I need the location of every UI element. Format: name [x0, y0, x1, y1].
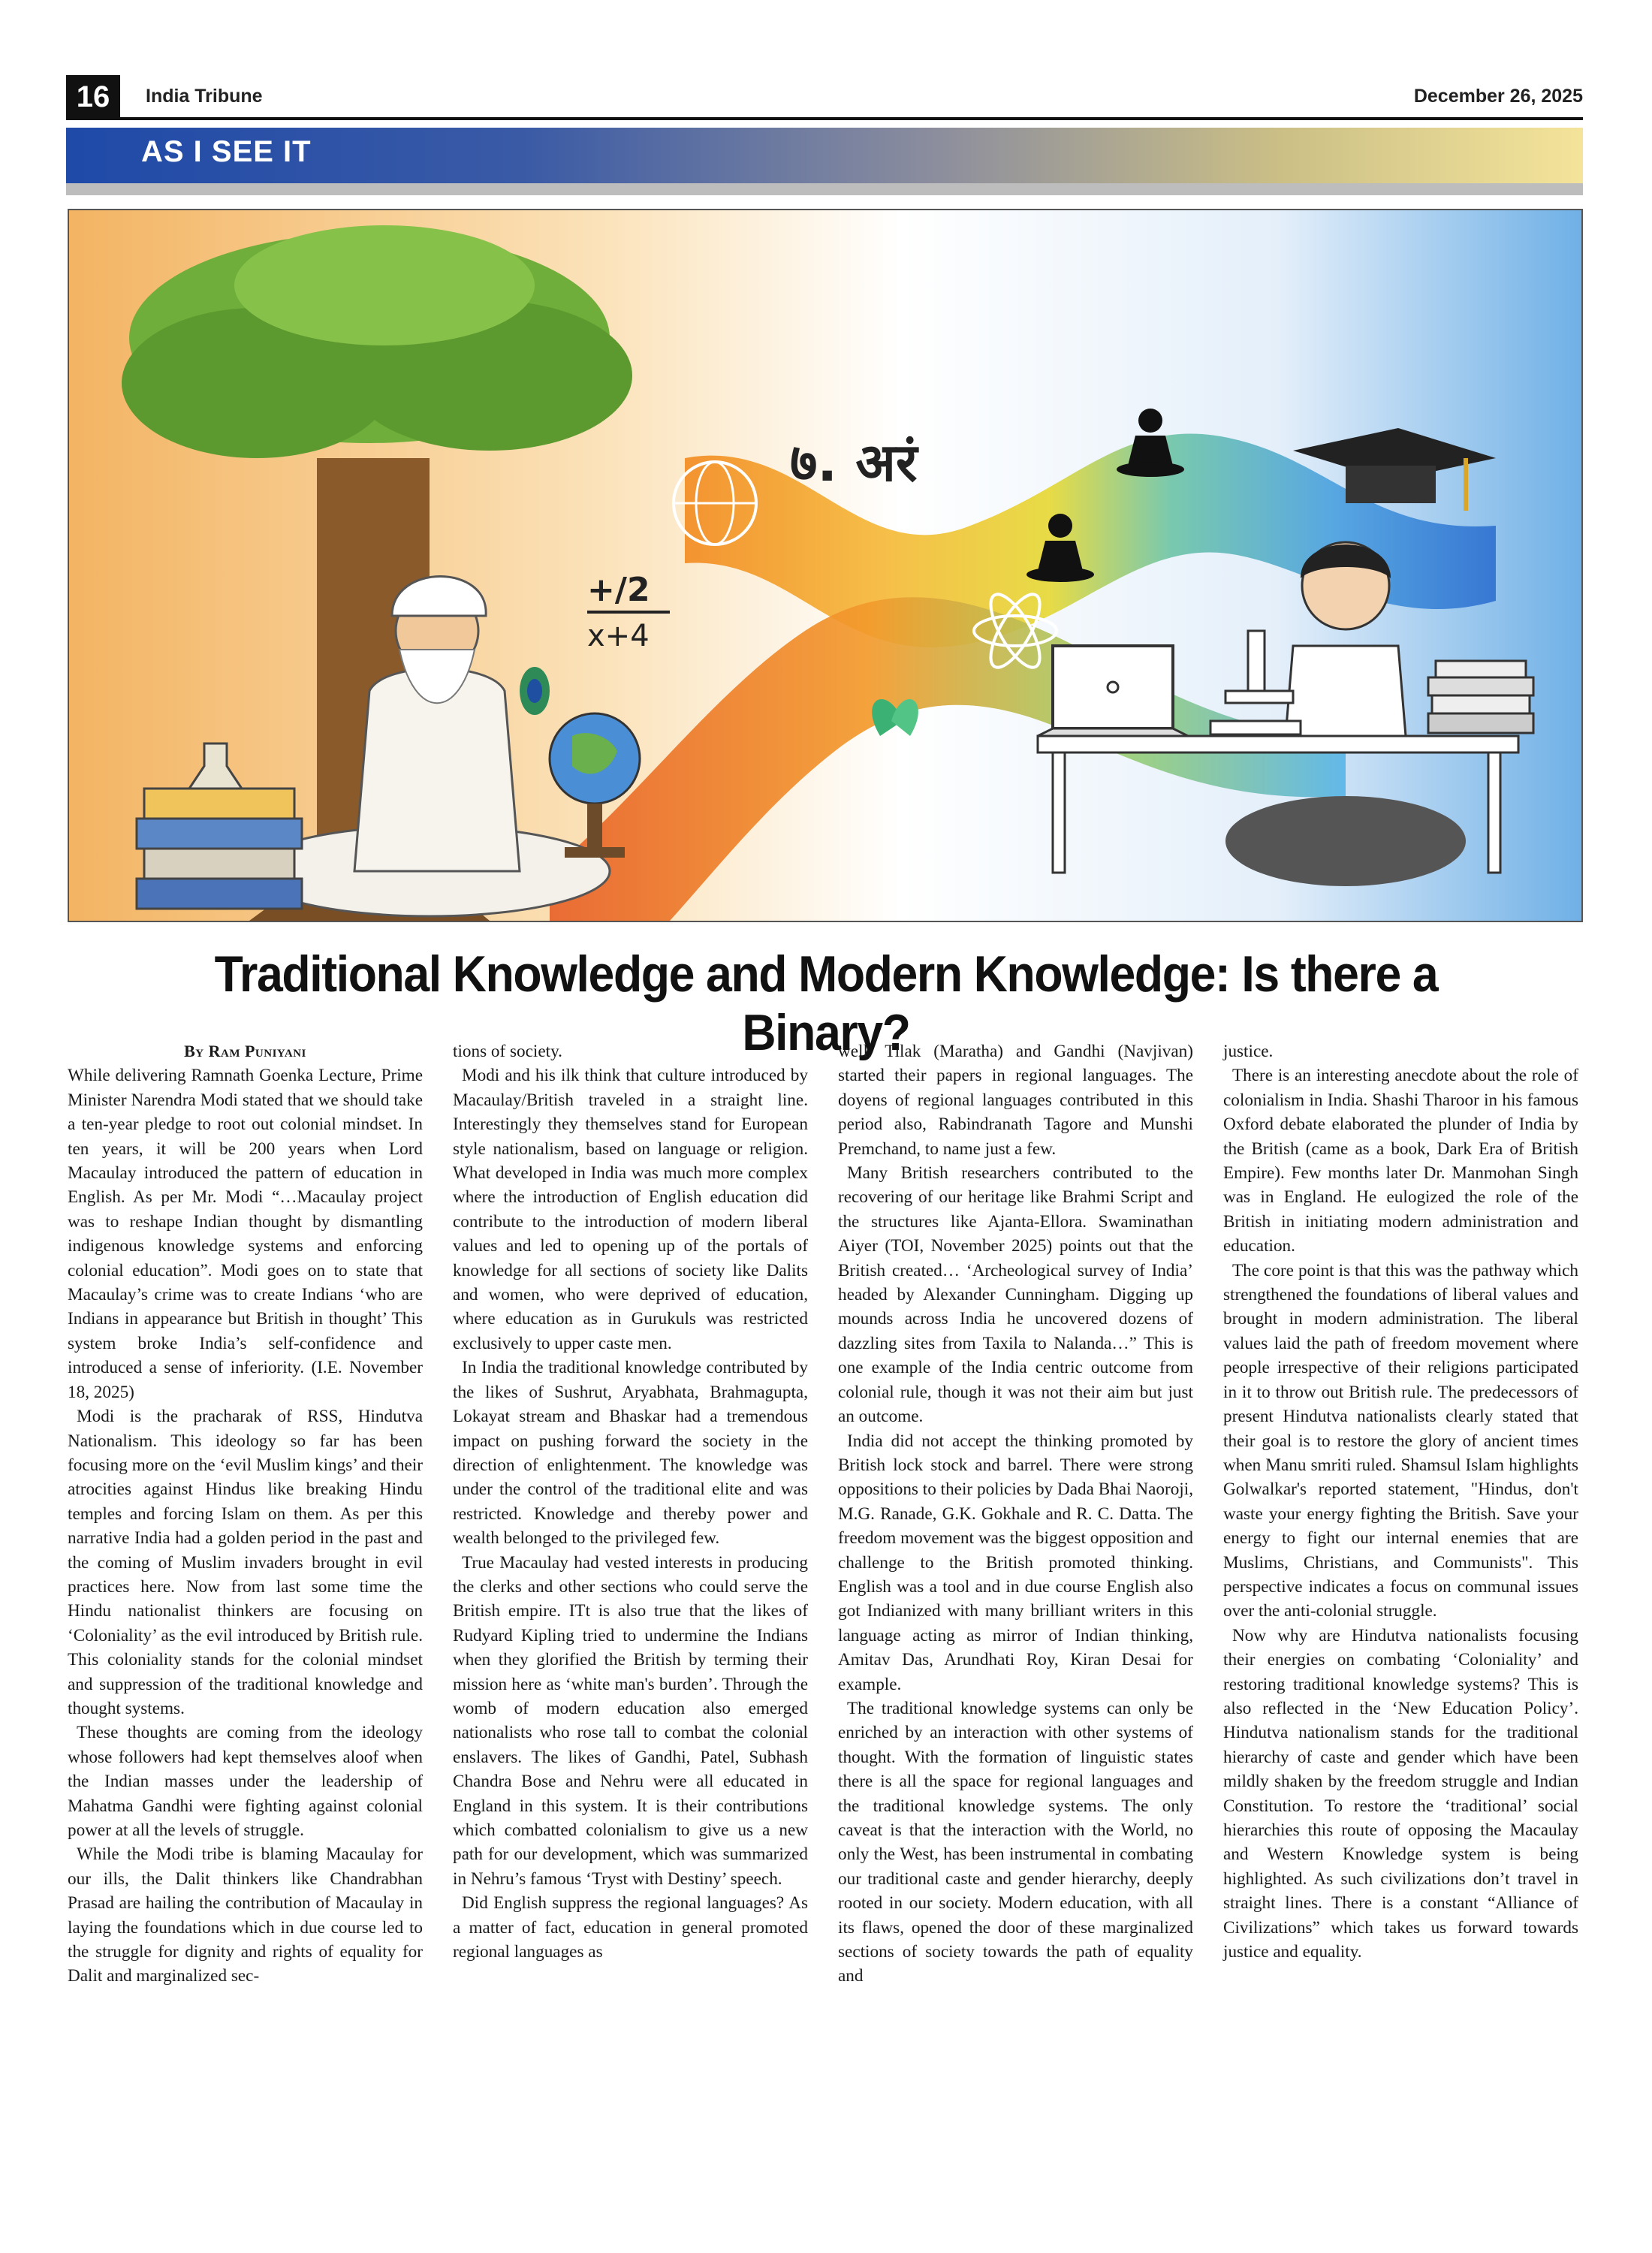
section-label: AS I SEE IT — [141, 135, 312, 168]
byline — [68, 1039, 423, 1063]
paragraph: Did English suppress the regional languages? As a matter of fact, education in general promoted regional languages as — [453, 1893, 808, 1962]
article-column-1 — [68, 1039, 423, 2233]
paragraph: There is an interesting anecdote about the role of colonialism in India. Shashi Tharoor in his famous Oxford debate elaborated the plunder of India by the British (came as a book, Dark Era of British Empire). Few months later Dr. Manmohan Singh was in England. He eulogized the role of the British in initiating modern administration and education. — [1223, 1066, 1578, 1256]
article-column-4 — [1223, 1039, 1578, 2233]
paragraph: India did not accept the thinking promoted by British lock stock and barrel. There were strong oppositions to their policies by Dada Bhai Naoroji, M.G. Ranade, G.K. Gokhale and R. C. Datta. The freedom movement was the biggest opposition and challenge to the British promoted thinking. English was a tool and in due course English also got Indianized with many brilliant writers in this language acting as mirror of Indian thinking, Amitav Das, Arundhati Roy, Kiran Desai for example. — [838, 1431, 1193, 1694]
paragraph: Modi is the pracharak of RSS, Hindutva Nationalism. This ideology so far has been focusing more on the ‘evil Muslim kings’ and their atrocities against Hindus like breaking Hindu temples and forcing Islam on them. As per this narrative India had a golden period in the past and the coming of Muslim invaders brought in evil practices here. Now from last some time the Hindu nationalist thinkers are focusing on ‘Coloniality’ as the evil introduced by British rule. This coloniality stands for the colonial mindset and suppression of the traditional knowledge and thought systems. — [68, 1407, 423, 1718]
header-rule — [66, 117, 1583, 120]
issue-date: December 26, 2025 — [1413, 86, 1583, 107]
paragraph: tions of society. — [453, 1042, 562, 1061]
paragraph: While the Modi tribe is blaming Macaulay for our ills, the Dalit thinkers like Chandrabhan Prasad are hailing the contribution of Macaulay in laying the foundations which in due course led to the struggle for dignity and rights of equality for Dalit and marginalized sec- — [68, 1844, 423, 1986]
article-headline: Traditional Knowledge and Modern Knowledge: Is there a Binary? — [214, 946, 1438, 1061]
byline-author: Ram Puniyani — [208, 1042, 306, 1060]
paragraph: True Macaulay had vested interests in producing the clerks and other sections who could serve the British empire. ITt is also true that the likes of Rudyard Kipling tried to undermine the Indians when they glorified the British by terming their mission here as ‘white man's burden’. Through the womb of modern education also emerged nationalists who rose tall to combat the colonial enslavers. The likes of Gandhi, Patel, Subhash Chandra Bose and Nehru were all educated in England in this system. It is their contributions which combatted colonialism to give us a new path for our development, which was summarized in Nehru’s famous ‘Tryst with Destiny’ speech. — [453, 1552, 808, 1889]
paragraph: Now why are Hindutva nationalists focusing their energies on combating ‘Coloniality’ and restoring traditional knowledge systems? This is also reflected in the ‘New Education Policy’. Hindutva nationalism stands for the traditional hierarchy of caste and gender which have been mildly shaken by the freedom struggle and Indian Constitution. To restore the ‘traditional’ social hierarchies this route of opposing the Macaulay and Western Knowledge system is being highlighted. As such civilizations don’t travel in straight lines. There is a constant “Alliance of Civilizations” which takes us forward towards justice and equality. — [1223, 1625, 1578, 1962]
paragraph: The traditional knowledge systems can only be enriched by an interaction with other systems of thought. With the formation of linguistic states there is all the space for regional languages and the traditional knowledge systems. The only caveat is that the interaction with the World, no only the West, has been instrumental in combating our traditional caste and gender hierarchy, deeply rooted in our society. Modern education, with all its flaws, opened the door of these marginalized sections of society towards the path of equality and — [838, 1698, 1193, 1986]
book-stack-right-icon — [1428, 661, 1533, 733]
article-column-3 — [838, 1039, 1193, 2233]
page-number: 16 — [66, 75, 120, 119]
paragraph: While delivering Ramnath Goenka Lecture, Prime Minister Narendra Modi stated that we should take a ten-year pledge to root out colonial mindset. In ten years, it will be 200 years when Lord Macaulay introduced the pattern of education in English. As per Mr. Modi “…Macaulay project was to reshape Indian thought by dismantling indigenous knowledge systems and enforcing colonial education”. Modi goes on to state that Macaulay’s crime was to create Indians ‘who are Indians in appearance but British in thought’ This system broke India’s self-confidence and introduced a sense of inferiority. (I.E. November 18, 2025) — [68, 1066, 423, 1402]
illustration-svg — [69, 210, 1581, 921]
article-illustration — [68, 209, 1583, 922]
paragraph: In India the traditional knowledge contributed by the likes of Sushrut, Aryabhata, Brahmagupta, Lokayat stream and Bhaskar had a tremendous impact on pushing forward the society in the direction of enlightenment. The knowledge was under the control of the traditional elite and was restricted. Knowledge and thereby power and wealth belonged to the privileged few. — [453, 1358, 808, 1549]
devanagari-text: ७. अरं — [790, 432, 918, 493]
paragraph: well. Tilak (Maratha) and Gandhi (Navjivan) started their papers in regional languages. The doyens of regional languages contributed in this period also, Rabindranath Tagore and Munshi Premchand, to name just a few. — [838, 1042, 1193, 1159]
paragraph: The core point is that this was the pathway which strengthened the foundations of liberal values and brought in modern administration. The liberal values laid the path of freedom movement where people irrespective of their religions participated in it to throw out British rule. The predecessors of present Hindutva nationalists clearly stated that their goal is to restore the glory of ancient times when Manu smriti ruled. Shamsul Islam highlights Golwalkar's reported statement, "Hindus, don't waste your energy fighting the British. Save your energy to fight our internal enemies that are Muslims, Christians, and Communists". This perspective indicates a focus on communal issues over the anti-colonial struggle. — [1223, 1260, 1578, 1621]
equation-top: +/2 — [587, 571, 650, 609]
article-column-2 — [453, 1039, 808, 2233]
section-underline — [66, 183, 1583, 195]
desk — [1038, 736, 1518, 753]
book-stack-icon — [137, 789, 302, 909]
equation-bottom: x+4 — [587, 619, 650, 653]
publication-name: India Tribune — [146, 86, 263, 107]
article-body — [68, 1039, 1580, 2233]
page-header — [66, 75, 1583, 119]
paragraph: These thoughts are coming from the ideology whose followers had kept themselves aloof when the Indian masses under the leadership of Mahatma Gandhi were fighting against colonial power at all the levels of struggle. — [68, 1723, 423, 1840]
laptop-icon — [1038, 646, 1188, 736]
paragraph: justice. — [1223, 1042, 1274, 1061]
section-banner — [66, 128, 1583, 183]
paragraph: Many British researchers contributed to the recovering of our heritage like Brahmi Script and the structures like Ajanta-Ellora. Swaminathan Aiyer (TOI, November 2025) points out that the British created… ‘Archeological survey of India’ headed by Alexander Cunningham. Digging up mounds across India he uncovered dozens of dazzling sites from Taxila to Nalanda…” This is one example of the India centric outcome from colonial rule, though it was not their aim but just an outcome. — [838, 1163, 1193, 1427]
byline-prefix: By — [184, 1042, 204, 1060]
paragraph: Modi and his ilk think that culture introduced by Macaulay/British traveled in a straight line. Interestingly they themselves stand for European style nationalism, based on language or religion. What developed in India was much more complex where the introduction of English education did contribute to the introduction of modern liberal values and led to opening up of the portals of knowledge for all sections of society like Dalits and women, who were deprived of education, where education as in Gurukuls was restricted exclusively to upper caste men. — [453, 1066, 808, 1353]
